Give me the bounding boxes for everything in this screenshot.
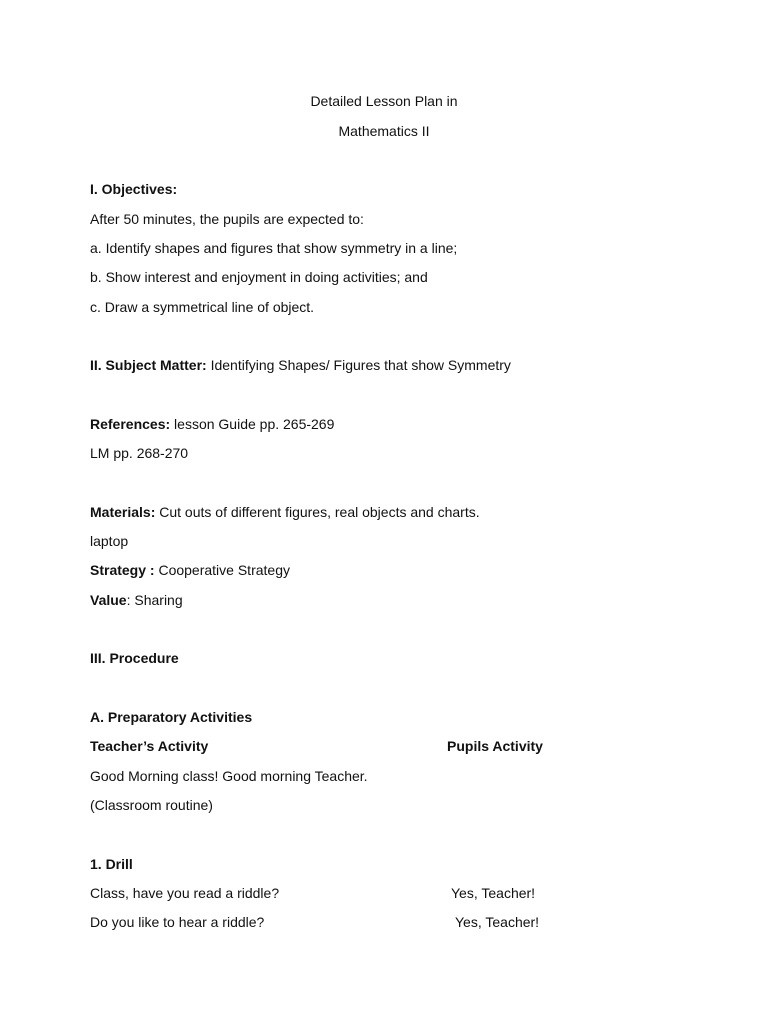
objective-item-b: b. Show interest and enjoyment in doing activities; and: [90, 269, 428, 285]
drill-heading: [90, 855, 133, 873]
preparatory-heading: [90, 708, 252, 726]
greeting-line: Good Morning class! Good morning Teacher.: [90, 768, 368, 784]
materials-label: Materials:: [90, 504, 156, 520]
strategy-value: Cooperative Strategy: [154, 562, 290, 578]
column-pupils-activity-text: Pupils Activity: [447, 738, 543, 754]
references: [90, 415, 334, 433]
materials: [90, 503, 480, 521]
column-pupils-activity: [447, 737, 543, 755]
column-teacher-activity-text: Teacher’s Activity: [90, 738, 209, 754]
preparatory-heading-text: A. Preparatory Activities: [90, 709, 253, 725]
strategy: [90, 561, 290, 579]
column-teacher-activity: [90, 737, 208, 755]
subject-matter-value: Identifying Shapes/ Figures that show Symmetry: [206, 357, 511, 373]
drill-row-teacher: Class, have you read a riddle?: [90, 885, 280, 901]
procedure-heading-text: III. Procedure: [90, 650, 179, 666]
objective-item-a: a. Identify shapes and figures that show symmetry in a line;: [90, 240, 458, 256]
value-label: Value: [90, 592, 127, 608]
value-row: [90, 591, 183, 609]
strategy-label: Strategy :: [90, 562, 155, 578]
drill-heading-text: 1. Drill: [90, 856, 133, 872]
objective-item-c: c. Draw a symmetrical line of object.: [90, 299, 315, 315]
drill-row-pupils: Yes, Teacher!: [455, 914, 540, 930]
drill-row-pupils: Yes, Teacher!: [451, 885, 536, 901]
objectives-intro: After 50 minutes, the pupils are expected to:: [90, 211, 364, 227]
objectives-heading-text: I. Objectives:: [90, 181, 178, 197]
references-line-2: LM pp. 268-270: [90, 445, 189, 461]
references-label: References:: [90, 416, 171, 432]
objectives-heading: [90, 180, 177, 198]
materials-line-2: laptop: [90, 533, 129, 549]
subject-matter: [90, 356, 511, 374]
references-value: lesson Guide pp. 265-269: [170, 416, 335, 432]
title-line-2: Mathematics II: [338, 123, 430, 139]
procedure-heading: [90, 649, 179, 667]
routine-line: (Classroom routine): [90, 797, 213, 813]
materials-value: Cut outs of different figures, real objects and charts.: [155, 504, 480, 520]
drill-row-teacher: Do you like to hear a riddle?: [90, 914, 265, 930]
subject-matter-label: II. Subject Matter:: [90, 357, 207, 373]
title-line-1: Detailed Lesson Plan in: [310, 93, 458, 109]
value-value: : Sharing: [126, 592, 183, 608]
